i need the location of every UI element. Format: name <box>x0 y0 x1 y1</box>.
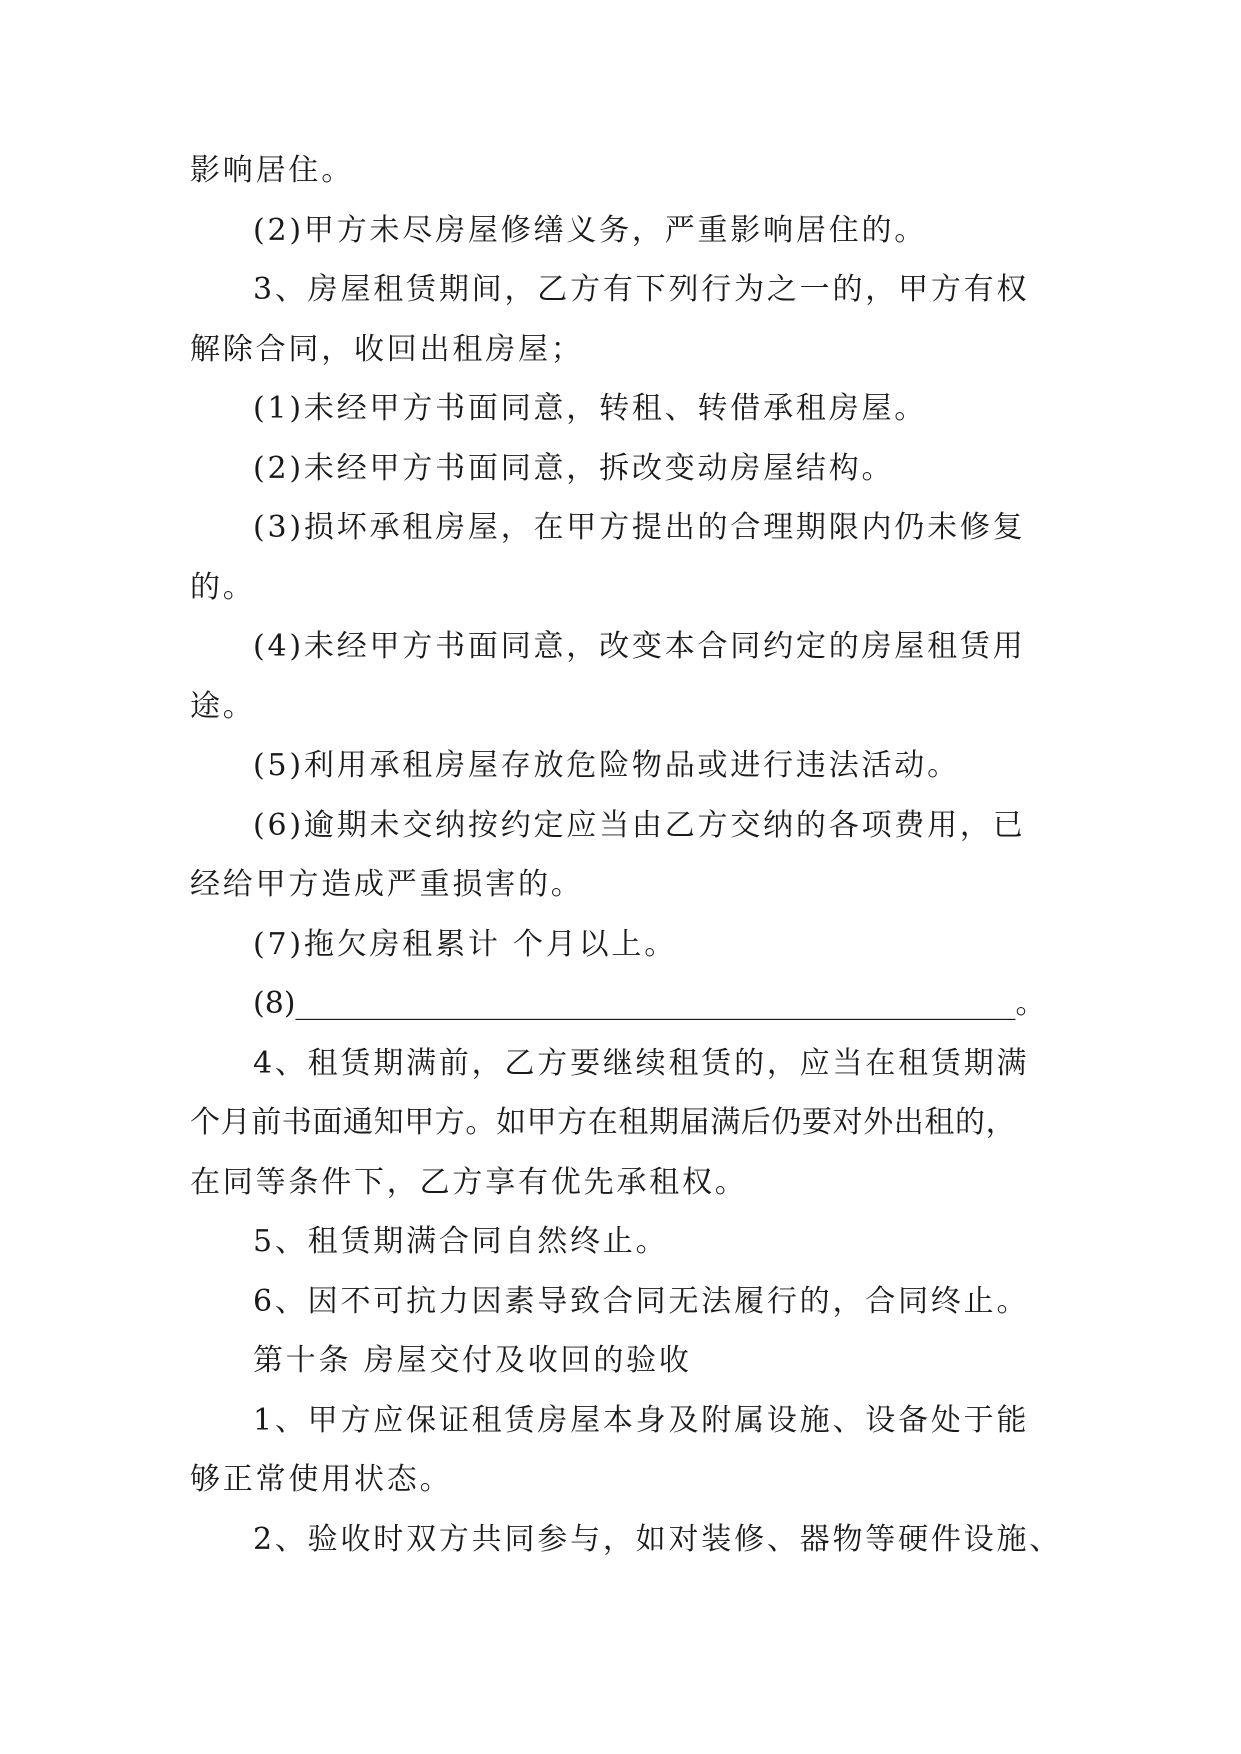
text-line: 解除合同，收回出租房屋； <box>190 332 584 367</box>
text-line: 够正常使用状态。 <box>190 1462 453 1497</box>
text-line: 的。 <box>190 570 256 605</box>
text-line: 4、租赁期满前，乙方要继续租赁的，应当在租赁期满 <box>253 1046 1030 1081</box>
text-line: 在同等条件下，乙方享有优先承租权。 <box>190 1165 748 1200</box>
text-line: 5、租赁期满合同自然终止。 <box>253 1224 669 1259</box>
text-line: 经给甲方造成严重损害的。 <box>190 867 584 902</box>
text-line: 3、房屋租赁期间，乙方有下列行为之一的，甲方有权 <box>253 272 1030 307</box>
text-line: 1、甲方应保证租赁房屋本身及附属设施、设备处于能 <box>253 1403 1030 1438</box>
text-line: (4)未经甲方书面同意，改变本合同约定的房屋租赁用 <box>253 629 1026 664</box>
text-line: (7)拖欠房租累计 个月以上。 <box>253 927 678 962</box>
text-line: (8)________________________________________________。 <box>253 986 1046 1021</box>
text-line: (5)利用承租房屋存放危险物品或进行违法活动。 <box>253 748 960 783</box>
text-line: 途。 <box>190 689 256 724</box>
text-line: 个月前书面通知甲方。如甲方在租期届满后仍要对外出租的， <box>190 1105 1017 1140</box>
text-line: 2、验收时双方共同参与，如对装修、器物等硬件设施、 <box>253 1522 1063 1557</box>
text-line: (3)损坏承租房屋，在甲方提出的合理期限内仍未修复 <box>253 510 1026 545</box>
section-heading: 第十条 房屋交付及收回的验收 <box>253 1343 692 1378</box>
text-line: (6)逾期未交纳按约定应当由乙方交纳的各项费用，已 <box>253 808 1026 843</box>
text-line: (2)未经甲方书面同意，拆改变动房屋结构。 <box>253 451 895 486</box>
text-line: 6、因不可抗力因素导致合同无法履行的，合同终止。 <box>253 1284 1030 1319</box>
text-line: (2)甲方未尽房屋修缮义务，严重影响居住的。 <box>253 213 928 248</box>
text-line: 影响居住。 <box>190 153 354 188</box>
text-line: (1)未经甲方书面同意，转租、转借承租房屋。 <box>253 391 928 426</box>
